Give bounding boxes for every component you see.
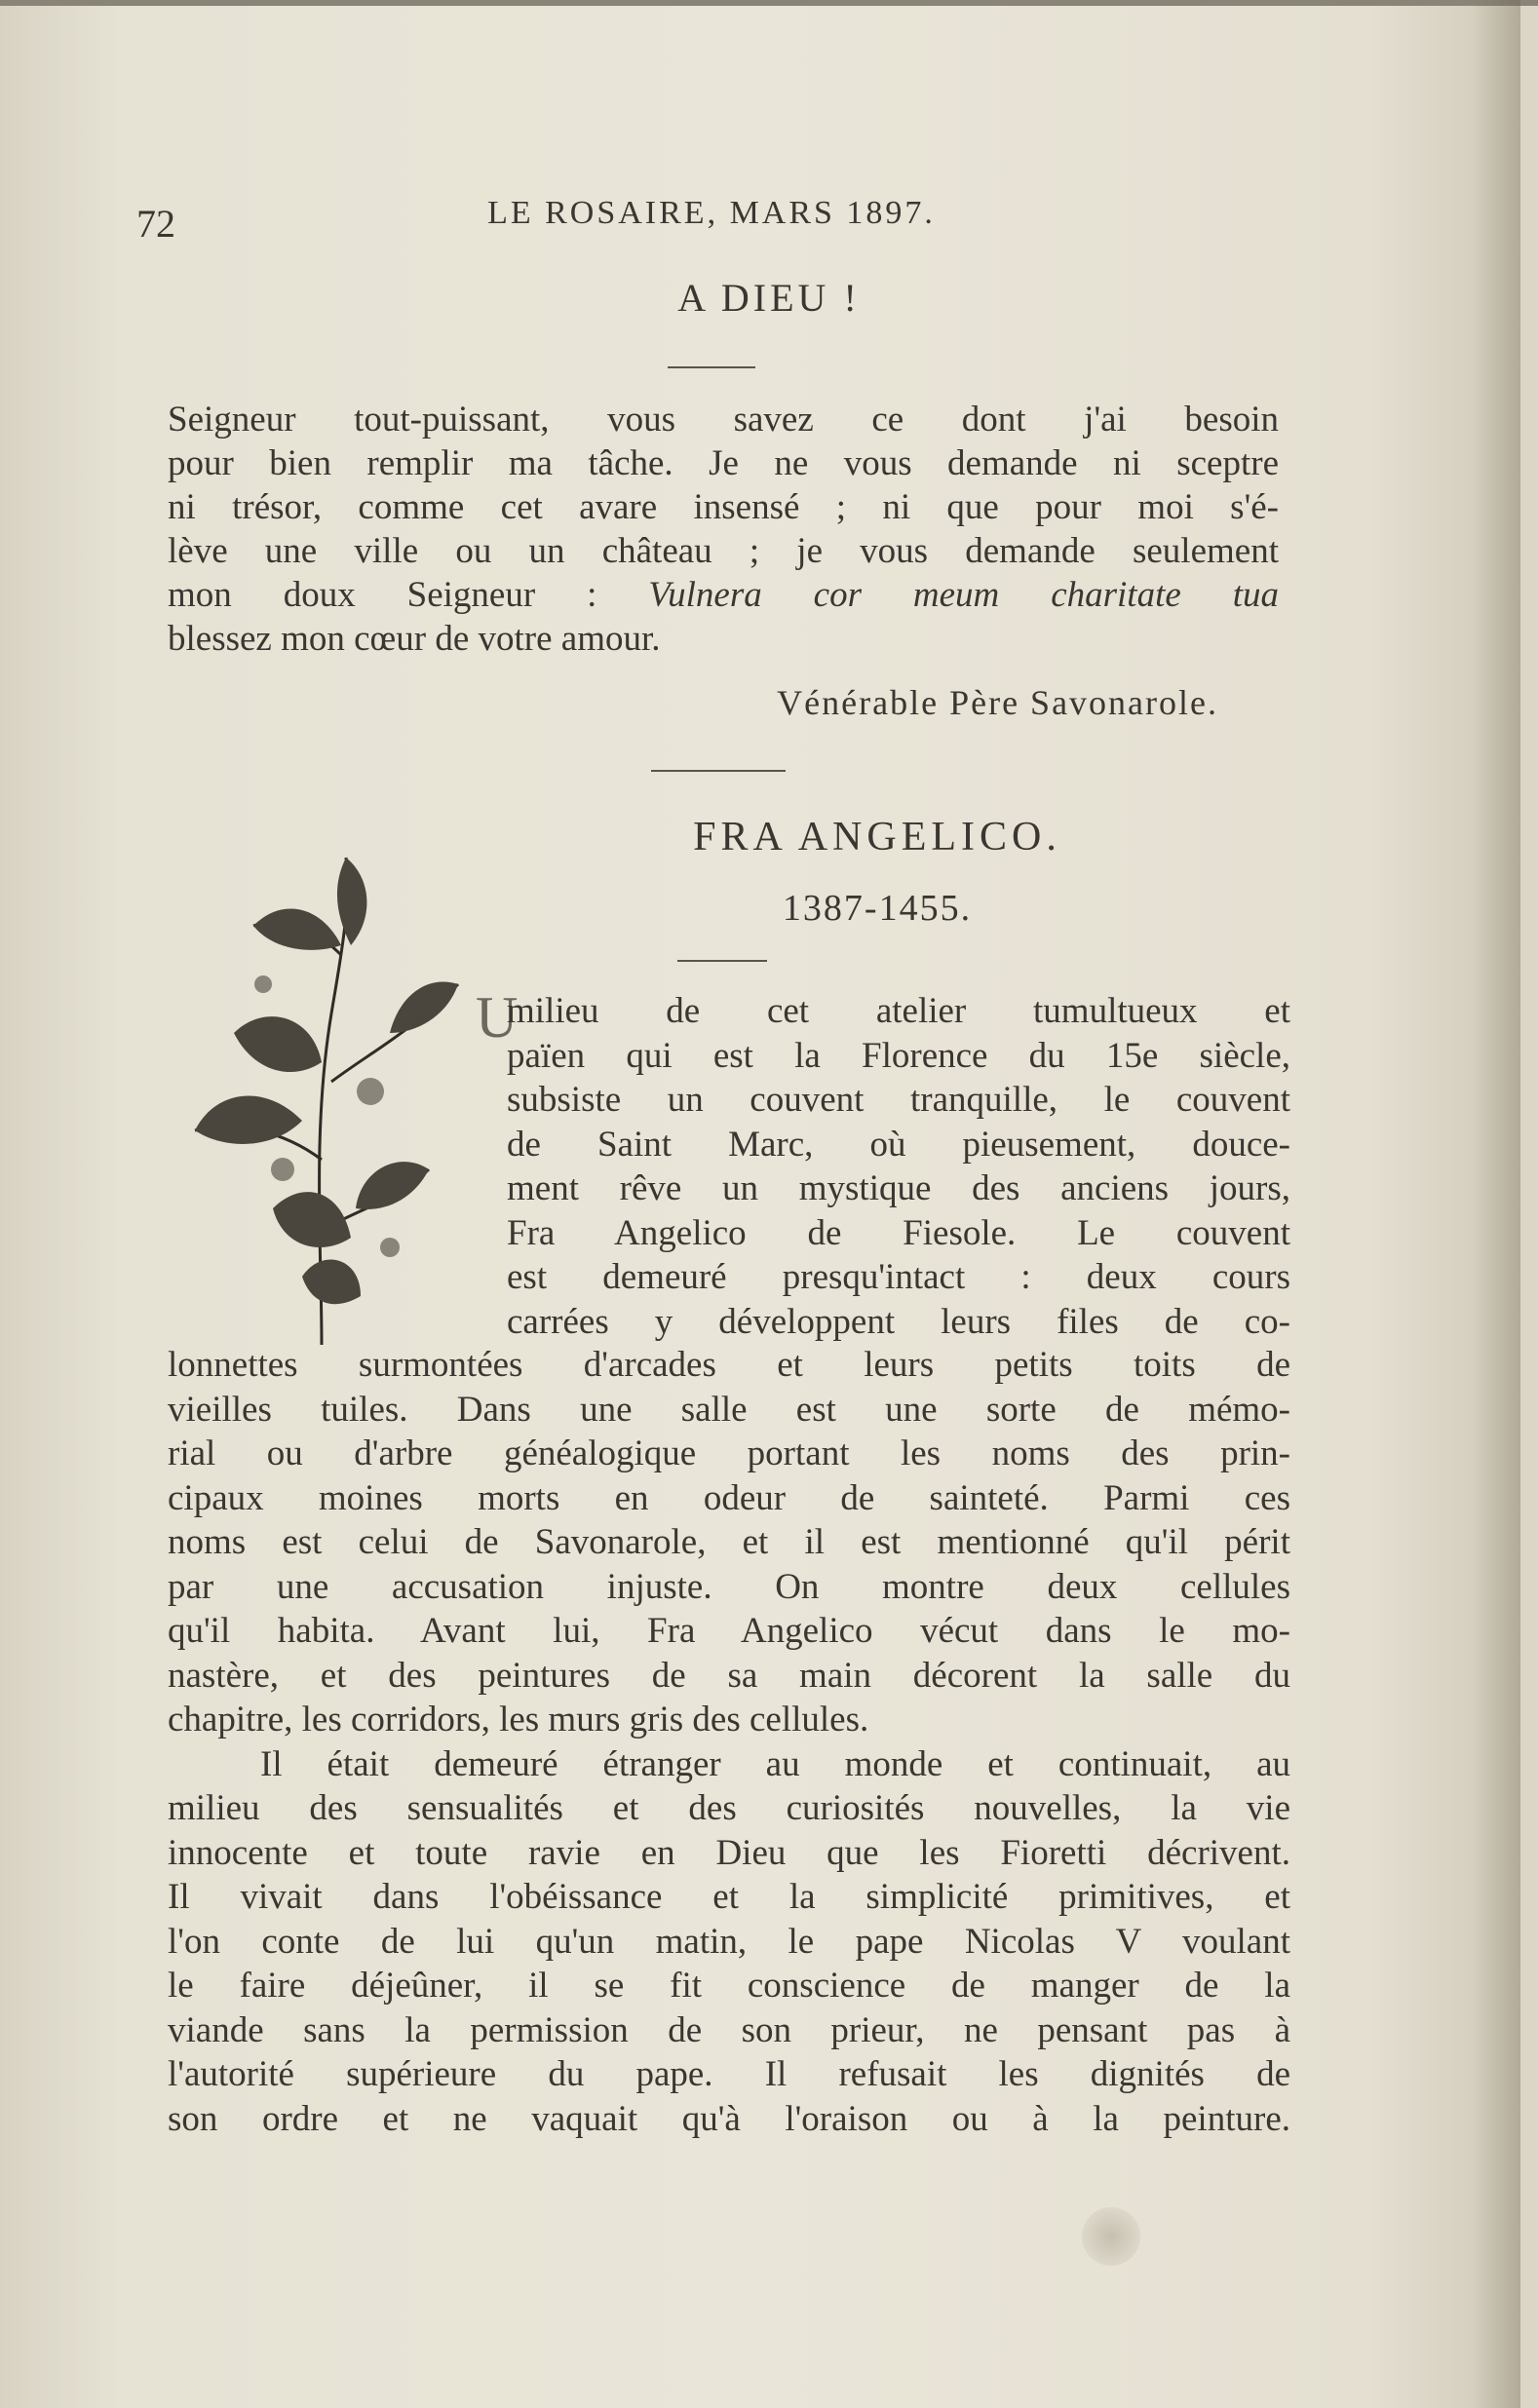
- dates-rule: [677, 960, 767, 962]
- page-smudge: [1082, 2207, 1140, 2266]
- title-rule: [668, 366, 755, 368]
- text-line: est demeuré presqu'intact : deux cours: [507, 1257, 1290, 1297]
- text-line: Fra Angelico de Fiesole. Le couvent: [507, 1212, 1290, 1253]
- article-title: FRA ANGELICO.: [693, 815, 1061, 860]
- text-line: carrées y développent leurs files de co-: [507, 1301, 1290, 1342]
- text-line: l'on conte de lui qu'un matin, le pape Nicolas V voulant: [168, 1921, 1290, 1962]
- text-line: lonnettes surmontées d'arcades et leurs petits toits de: [168, 1345, 1290, 1385]
- text-line: qu'il habita. Avant lui, Fra Angelico vécut dans le mo-: [168, 1611, 1290, 1651]
- text-line: chapitre, les corridors, les murs gris des cellules.: [168, 1700, 869, 1739]
- prayer-line: lève une ville ou un château ; je vous demande seulement: [168, 531, 1279, 571]
- article-paragraph-1: [507, 989, 1290, 1344]
- text-line: vieilles tuiles. Dans une salle est une sorte de mémo-: [168, 1389, 1290, 1430]
- plant-illustration: [175, 838, 468, 1345]
- text-line: milieu de cet atelier tumultueux et: [507, 991, 1290, 1031]
- article-paragraph-2: [168, 1343, 1290, 2141]
- text-line: Il vivait dans l'obéissance et la simplicité primitives, et: [168, 1877, 1290, 1917]
- prayer-line: ni trésor, comme cet avare insensé ; ni que pour moi s'é-: [168, 487, 1279, 527]
- text-line: de Saint Marc, où pieusement, douce-: [507, 1124, 1290, 1165]
- prayer-signature: [0, 682, 1218, 723]
- text-line: viande sans la permission de son prieur, ne pensant pas à: [168, 2009, 1290, 2050]
- text-line: par une accusation injuste. On montre deux cellules: [168, 1566, 1290, 1607]
- text-line: le faire déjeûner, il se fit conscience de manger de la: [168, 1966, 1290, 2006]
- text-line: rial ou d'arbre généalogique portant les noms des prin-: [168, 1433, 1290, 1473]
- signature-text: Vénérable Père Savonarole.: [777, 683, 1218, 722]
- prayer-line: Seigneur tout-puissant, vous savez ce dont j'ai besoin: [168, 400, 1279, 440]
- text-line: l'autorité supérieure du pape. Il refusait les dignités de: [168, 2054, 1290, 2094]
- top-edge: [0, 0, 1538, 6]
- text-line: ment rêve un mystique des anciens jours,: [507, 1168, 1290, 1208]
- text-line: nastère, et des peintures de sa main décorent la salle du: [168, 1655, 1290, 1696]
- prayer-text: [168, 398, 1279, 661]
- text-line: noms est celui de Savonarole, et il est mentionné qu'il périt: [168, 1522, 1290, 1562]
- prayer-line: mon doux Seigneur :: [168, 575, 649, 615]
- text-line: innocente et toute ravie en Dieu que les Fioretti décrivent.: [168, 1832, 1290, 1873]
- text-line: cipaux moines morts en odeur de sainteté. Parmi ces: [168, 1477, 1290, 1518]
- running-header: [136, 195, 1287, 244]
- text-line: subsiste un couvent tranquille, le couvent: [507, 1080, 1290, 1120]
- article-dates: 1387-1455.: [782, 888, 973, 929]
- text-line: milieu des sensualités et des curiosités nouvelles, la vie: [168, 1788, 1290, 1828]
- page-number: 72: [136, 202, 175, 246]
- prayer-line-latin: [168, 573, 1279, 617]
- text-line: païen qui est la Florence du 15e siècle,: [507, 1035, 1290, 1076]
- section-rule: [651, 770, 786, 772]
- prayer-line: blessez mon cœur de votre amour.: [168, 619, 661, 659]
- running-title: LE ROSAIRE, MARS 1897.: [487, 195, 936, 231]
- prayer-title: A DIEU !: [677, 276, 861, 320]
- latin-quote: Vulnera cor meum charitate tua: [648, 575, 1279, 615]
- drop-cap: U: [476, 985, 519, 1050]
- text-line: son ordre et ne vaquait qu'à l'oraison ou à la peinture.: [168, 2098, 1290, 2139]
- text-line: Il était demeuré étranger au monde et continuait, au: [260, 1743, 1290, 1784]
- prayer-line: pour bien remplir ma tâche. Je ne vous demande ni sceptre: [168, 443, 1279, 483]
